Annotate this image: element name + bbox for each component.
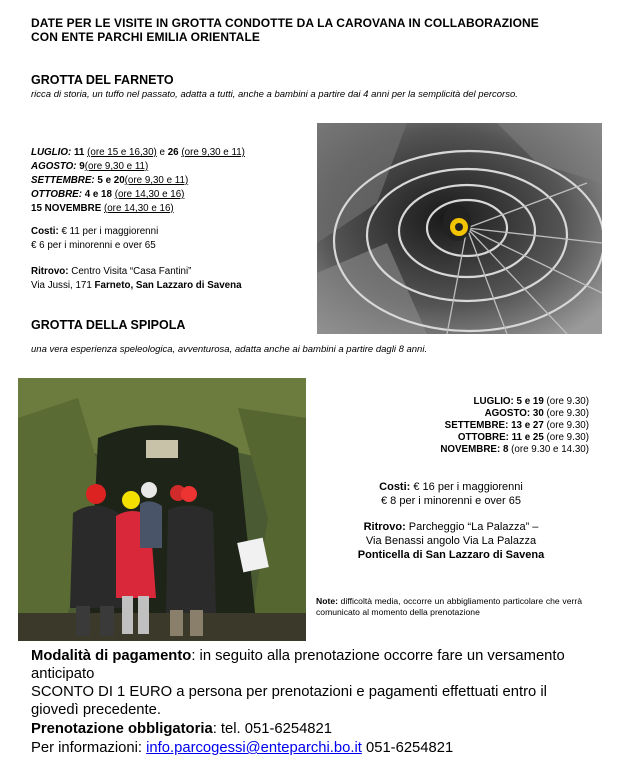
farneto-meeting-point: Ritrovo: Centro Visita “Casa Fantini” Via Jussi, 171 Farneto, San Lazzaro di Savena (31, 266, 242, 291)
cave-entrance-group-image (18, 378, 306, 641)
schedule-row: AGOSTO: 30 (ore 9.30) (484, 408, 589, 419)
contact-info (31, 740, 591, 758)
farneto-photo (317, 123, 602, 334)
booking-label: Prenotazione obbligatoria (31, 721, 213, 737)
farneto-schedule (31, 146, 245, 216)
payment-label: Modalità di pagamento (31, 648, 192, 664)
schedule-row: 15 NOVEMBRE (ore 14,30 e 16) (31, 203, 174, 214)
spipola-meeting-point: Ritrovo: Parcheggio “La Palazza” – Via Benassi angolo Via La Palazza Ponticella di San Lazzaro di Savena (357, 521, 545, 561)
email-link[interactable]: info.parcogessi@enteparchi.bo.it (146, 740, 362, 756)
schedule-row: LUGLIO: 5 e 19 (ore 9.30) (473, 396, 589, 407)
schedule-row: NOVEMBRE: 8 (ore 9.30 e 14.30) (440, 444, 589, 455)
title-line-2: CON ENTE PARCHI EMILIA ORIENTALE (31, 30, 260, 44)
spipola-photo (18, 378, 306, 641)
schedule-row: SETTEMBRE: 13 e 27 (ore 9.30) (444, 420, 589, 431)
page-title (31, 16, 591, 44)
farneto-costs: Costi: € 11 per i maggiorenni € 6 per i minorenni e over 65 (31, 226, 159, 251)
spipola-schedule (440, 396, 589, 456)
booking-info (31, 721, 591, 739)
spipola-costs: Costi: € 16 per i maggiorenni € 8 per i minorenni e over 65 (379, 481, 523, 507)
info-phone: 051-6254821 (361, 740, 454, 756)
schedule-row: OTTOBRE: 4 e 18 (ore 14,30 e 16) (31, 189, 185, 200)
schedule-row: SETTEMBRE: 5 e 20(ore 9,30 e 11) (31, 175, 189, 186)
payment-text: : in seguito alla prenotazione occorre fare un versamento anticipato (31, 648, 565, 682)
spipola-title: GROTTA DELLA SPIPOLA (31, 318, 186, 332)
farneto-description: ricca di storia, un tuffo nel passato, adatta a tutti, anche a bambini a partire dai 4 anni per la semplicità del percorso. (31, 89, 518, 100)
booking-phone: : tel. 051-6254821 (212, 721, 332, 737)
payment-info (31, 648, 591, 683)
discount-info: SCONTO DI 1 EURO a persona per prenotazioni e pagamenti effettuati entro il giovedì precedente. (31, 684, 547, 718)
spipola-description: una vera esperienza speleologica, avventurosa, adatta anche ai bambini a partire dagli 8 anni. (31, 344, 428, 355)
schedule-row: OTTOBRE: 11 e 25 (ore 9.30) (457, 432, 589, 443)
spipola-note: Note: difficoltà media, occorre un abbigliamento particolare che verrà comunicato al momento della prenotazione (316, 596, 582, 617)
info-label: Per informazioni: (31, 740, 147, 756)
spiral-staircase-image (317, 123, 602, 334)
title-line-1: DATE PER LE VISITE IN GROTTA CONDOTTE DA LA CAROVANA IN COLLABORAZIONE (31, 16, 539, 30)
schedule-row: LUGLIO: 11 (ore 15 e 16,30) e 26 (ore 9,30 e 11) (31, 147, 245, 158)
farneto-title: GROTTA DEL FARNETO (31, 73, 174, 87)
schedule-row: AGOSTO: 9(ore 9,30 e 11) (31, 161, 149, 172)
